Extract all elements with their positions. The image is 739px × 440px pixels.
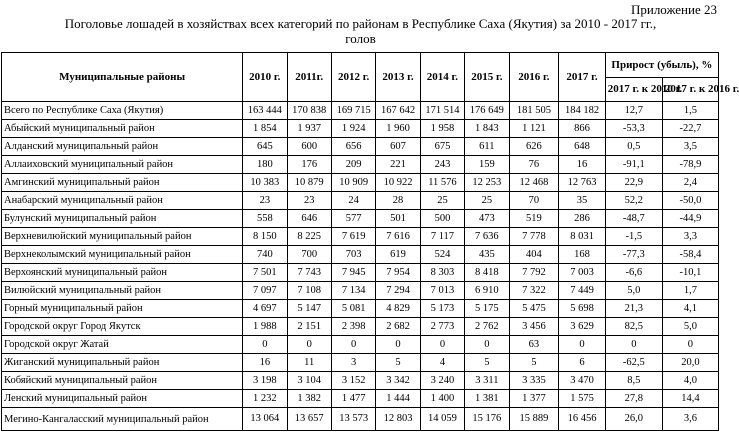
table-row [2, 138, 719, 156]
year-value-cell: 7 449 [559, 282, 606, 300]
year-value-cell: 675 [420, 138, 464, 156]
year-value-cell: 7 108 [287, 282, 331, 300]
region-name-cell: Городской округ Город Якутск [2, 318, 243, 336]
year-value-cell: 70 [509, 192, 559, 210]
year-value-cell: 25 [420, 192, 464, 210]
growth-value-cell: 27,8 [605, 390, 662, 408]
year-value-cell: 4 697 [243, 300, 287, 318]
column-header-growth-2010: 2017 г. к 2010 г. [605, 77, 662, 102]
growth-value-cell: 4,1 [662, 300, 718, 318]
growth-value-cell: -6,6 [605, 264, 662, 282]
table-row [2, 156, 719, 174]
year-value-cell: 1 575 [559, 390, 606, 408]
year-value-cell: 169 715 [331, 102, 375, 120]
year-value-cell: 4 [420, 354, 464, 372]
growth-value-cell: 3,6 [662, 408, 718, 431]
table-row [2, 336, 719, 354]
year-value-cell: 13 064 [243, 408, 287, 431]
region-name-cell: Жиганский муниципальный район [2, 354, 243, 372]
year-value-cell: 5 173 [420, 300, 464, 318]
year-value-cell: 5 475 [509, 300, 559, 318]
header-row [2, 53, 719, 78]
year-value-cell: 12 253 [465, 174, 509, 192]
year-value-cell: 24 [331, 192, 375, 210]
year-value-cell: 2 762 [465, 318, 509, 336]
year-value-cell: 12 763 [559, 174, 606, 192]
table-row [2, 300, 719, 318]
table-row [2, 282, 719, 300]
table-row [2, 408, 719, 431]
year-value-cell: 645 [243, 138, 287, 156]
year-value-cell: 13 657 [287, 408, 331, 431]
growth-value-cell: 0 [605, 336, 662, 354]
column-header-growth-2016: 2017 г. к 2016 г. [662, 77, 718, 102]
year-value-cell: 13 573 [331, 408, 375, 431]
year-value-cell: 1 382 [287, 390, 331, 408]
year-value-cell: 16 [559, 156, 606, 174]
year-value-cell: 0 [559, 336, 606, 354]
growth-value-cell: -1,5 [605, 228, 662, 246]
growth-value-cell: 21,3 [605, 300, 662, 318]
year-value-cell: 28 [376, 192, 420, 210]
year-value-cell: 8 031 [559, 228, 606, 246]
year-value-cell: 8 303 [420, 264, 464, 282]
year-value-cell: 0 [287, 336, 331, 354]
year-value-cell: 524 [420, 246, 464, 264]
year-value-cell: 626 [509, 138, 559, 156]
year-value-cell: 1 444 [376, 390, 420, 408]
region-name-cell: Верхоянский муниципальный район [2, 264, 243, 282]
region-name-cell: Вилюйский муниципальный район [2, 282, 243, 300]
region-name-cell: Амгинский муниципальный район [2, 174, 243, 192]
column-header-year: 2014 г. [420, 53, 464, 102]
year-value-cell: 3 335 [509, 372, 559, 390]
region-name-cell: Горный муниципальный район [2, 300, 243, 318]
year-value-cell: 4 829 [376, 300, 420, 318]
year-value-cell: 209 [331, 156, 375, 174]
table-row [2, 372, 719, 390]
year-value-cell: 2 398 [331, 318, 375, 336]
column-header-year: 2013 г. [376, 53, 420, 102]
year-value-cell: 1 960 [376, 120, 420, 138]
year-value-cell: 10 922 [376, 174, 420, 192]
table-row [2, 318, 719, 336]
year-value-cell: 3 198 [243, 372, 287, 390]
table-row [2, 174, 719, 192]
table-row [2, 120, 719, 138]
year-value-cell: 1 924 [331, 120, 375, 138]
year-value-cell: 1 477 [331, 390, 375, 408]
year-value-cell: 7 294 [376, 282, 420, 300]
column-header-year: 2017 г. [559, 53, 606, 102]
table-row [2, 228, 719, 246]
year-value-cell: 1 232 [243, 390, 287, 408]
year-value-cell: 7 792 [509, 264, 559, 282]
year-value-cell: 3 311 [465, 372, 509, 390]
growth-value-cell: -58,4 [662, 246, 718, 264]
year-value-cell: 6 [559, 354, 606, 372]
column-header-year: 2016 г. [509, 53, 559, 102]
year-value-cell: 7 013 [420, 282, 464, 300]
year-value-cell: 221 [376, 156, 420, 174]
year-value-cell: 558 [243, 210, 287, 228]
year-value-cell: 10 383 [243, 174, 287, 192]
year-value-cell: 171 514 [420, 102, 464, 120]
year-value-cell: 3 240 [420, 372, 464, 390]
year-value-cell: 519 [509, 210, 559, 228]
year-value-cell: 76 [509, 156, 559, 174]
growth-value-cell: -78,9 [662, 156, 718, 174]
year-value-cell: 7 117 [420, 228, 464, 246]
year-value-cell: 10 909 [331, 174, 375, 192]
year-value-cell: 3 342 [376, 372, 420, 390]
year-value-cell: 243 [420, 156, 464, 174]
region-name-cell: Анабарский муниципальный район [2, 192, 243, 210]
year-value-cell: 1 843 [465, 120, 509, 138]
table-row [2, 246, 719, 264]
year-value-cell: 3 152 [331, 372, 375, 390]
year-value-cell: 170 838 [287, 102, 331, 120]
year-value-cell: 7 743 [287, 264, 331, 282]
growth-value-cell: -53,3 [605, 120, 662, 138]
year-value-cell: 8 418 [465, 264, 509, 282]
year-value-cell: 181 505 [509, 102, 559, 120]
growth-value-cell: 0 [662, 336, 718, 354]
year-value-cell: 176 [287, 156, 331, 174]
year-value-cell: 0 [465, 336, 509, 354]
region-name-cell: Верхневилюйский муниципальный район [2, 228, 243, 246]
year-value-cell: 1 937 [287, 120, 331, 138]
year-value-cell: 607 [376, 138, 420, 156]
column-header-year: 2012 г. [331, 53, 375, 102]
growth-value-cell: 22,9 [605, 174, 662, 192]
year-value-cell: 163 444 [243, 102, 287, 120]
year-value-cell: 700 [287, 246, 331, 264]
year-value-cell: 404 [509, 246, 559, 264]
year-value-cell: 3 456 [509, 318, 559, 336]
year-value-cell: 5 147 [287, 300, 331, 318]
growth-value-cell: 5,0 [605, 282, 662, 300]
year-value-cell: 15 176 [465, 408, 509, 431]
year-value-cell: 3 629 [559, 318, 606, 336]
year-value-cell: 35 [559, 192, 606, 210]
column-header-growth: Прирост (убыль), % [605, 53, 718, 78]
year-value-cell: 16 [243, 354, 287, 372]
growth-value-cell: -44,9 [662, 210, 718, 228]
growth-value-cell: 82,5 [605, 318, 662, 336]
table-row [2, 390, 719, 408]
growth-value-cell: 4,0 [662, 372, 718, 390]
year-value-cell: 176 649 [465, 102, 509, 120]
year-value-cell: 2 682 [376, 318, 420, 336]
year-value-cell: 646 [287, 210, 331, 228]
year-value-cell: 619 [376, 246, 420, 264]
year-value-cell: 184 182 [559, 102, 606, 120]
growth-value-cell: 3,5 [662, 138, 718, 156]
column-header-region: Муниципальные районы [2, 53, 243, 102]
growth-value-cell: 0,5 [605, 138, 662, 156]
region-name-cell: Кобяйский муниципальный район [2, 372, 243, 390]
growth-value-cell: -50,0 [662, 192, 718, 210]
growth-value-cell: 1,7 [662, 282, 718, 300]
growth-value-cell: -91,1 [605, 156, 662, 174]
growth-value-cell: -62,5 [605, 354, 662, 372]
year-value-cell: 159 [465, 156, 509, 174]
year-value-cell: 5 698 [559, 300, 606, 318]
column-header-year: 2011г. [287, 53, 331, 102]
table-row [2, 192, 719, 210]
table-row [2, 102, 719, 120]
year-value-cell: 7 134 [331, 282, 375, 300]
year-value-cell: 8 150 [243, 228, 287, 246]
growth-value-cell: -22,7 [662, 120, 718, 138]
year-value-cell: 23 [287, 192, 331, 210]
year-value-cell: 16 456 [559, 408, 606, 431]
year-value-cell: 11 576 [420, 174, 464, 192]
table-title [0, 16, 721, 46]
year-value-cell: 12 803 [376, 408, 420, 431]
year-value-cell: 5 081 [331, 300, 375, 318]
year-value-cell: 473 [465, 210, 509, 228]
year-value-cell: 500 [420, 210, 464, 228]
year-value-cell: 11 [287, 354, 331, 372]
year-value-cell: 0 [243, 336, 287, 354]
appendix-label: Приложение 23 [630, 2, 717, 17]
year-value-cell: 435 [465, 246, 509, 264]
year-value-cell: 866 [559, 120, 606, 138]
year-value-cell: 1 400 [420, 390, 464, 408]
year-value-cell: 14 059 [420, 408, 464, 431]
year-value-cell: 1 854 [243, 120, 287, 138]
year-value-cell: 7 636 [465, 228, 509, 246]
year-value-cell: 501 [376, 210, 420, 228]
year-value-cell: 0 [376, 336, 420, 354]
column-header-year: 2010 г. [243, 53, 287, 102]
growth-value-cell: 3,3 [662, 228, 718, 246]
region-name-cell: Булунский муниципальный район [2, 210, 243, 228]
year-value-cell: 1 381 [465, 390, 509, 408]
year-value-cell: 15 889 [509, 408, 559, 431]
year-value-cell: 23 [243, 192, 287, 210]
year-value-cell: 63 [509, 336, 559, 354]
year-value-cell: 703 [331, 246, 375, 264]
growth-value-cell: -48,7 [605, 210, 662, 228]
column-header-year: 2015 г. [465, 53, 509, 102]
year-value-cell: 3 470 [559, 372, 606, 390]
title-line-1: Поголовье лошадей в хозяйствах всех категорий по районам в Республике Саха (Якутия) за 2010 - 2017 гг., [64, 16, 657, 31]
region-name-cell: Всего по Республике Саха (Якутия) [2, 102, 243, 120]
region-name-cell: Алданский муниципальный район [2, 138, 243, 156]
table-row [2, 210, 719, 228]
region-name-cell: Ленский муниципальный район [2, 390, 243, 408]
year-value-cell: 1 121 [509, 120, 559, 138]
horse-population-table [1, 52, 739, 431]
year-value-cell: 2 151 [287, 318, 331, 336]
year-value-cell: 167 642 [376, 102, 420, 120]
year-value-cell: 2 773 [420, 318, 464, 336]
year-value-cell: 600 [287, 138, 331, 156]
growth-value-cell: 52,2 [605, 192, 662, 210]
growth-value-cell: -77,3 [605, 246, 662, 264]
year-value-cell: 611 [465, 138, 509, 156]
year-value-cell: 25 [465, 192, 509, 210]
growth-value-cell: 20,0 [662, 354, 718, 372]
growth-value-cell: 12,7 [605, 102, 662, 120]
year-value-cell: 7 778 [509, 228, 559, 246]
year-value-cell: 286 [559, 210, 606, 228]
year-value-cell: 12 468 [509, 174, 559, 192]
region-name-cell: Верхнеколымский муниципальный район [2, 246, 243, 264]
year-value-cell: 577 [331, 210, 375, 228]
title-line-2: голов [345, 31, 376, 46]
year-value-cell: 7 501 [243, 264, 287, 282]
year-value-cell: 7 003 [559, 264, 606, 282]
growth-value-cell: 8,5 [605, 372, 662, 390]
year-value-cell: 7 619 [331, 228, 375, 246]
year-value-cell: 1 958 [420, 120, 464, 138]
year-value-cell: 0 [420, 336, 464, 354]
table-body [2, 102, 719, 431]
year-value-cell: 5 [376, 354, 420, 372]
year-value-cell: 1 988 [243, 318, 287, 336]
growth-value-cell: 14,4 [662, 390, 718, 408]
year-value-cell: 5 175 [465, 300, 509, 318]
year-value-cell: 180 [243, 156, 287, 174]
year-value-cell: 10 879 [287, 174, 331, 192]
year-value-cell: 7 954 [376, 264, 420, 282]
region-name-cell: Абыйский муниципальный район [2, 120, 243, 138]
growth-value-cell: 2,4 [662, 174, 718, 192]
table-row [2, 264, 719, 282]
year-value-cell: 7 097 [243, 282, 287, 300]
table-row [2, 354, 719, 372]
year-value-cell: 1 377 [509, 390, 559, 408]
year-value-cell: 0 [331, 336, 375, 354]
year-value-cell: 3 [331, 354, 375, 372]
year-value-cell: 3 104 [287, 372, 331, 390]
region-name-cell: Мегино-Кангаласский муниципальный район [2, 408, 243, 431]
year-value-cell: 7 616 [376, 228, 420, 246]
year-value-cell: 6 910 [465, 282, 509, 300]
year-value-cell: 7 945 [331, 264, 375, 282]
year-value-cell: 648 [559, 138, 606, 156]
region-name-cell: Аллаиховский муниципальный район [2, 156, 243, 174]
year-value-cell: 740 [243, 246, 287, 264]
year-value-cell: 5 [509, 354, 559, 372]
growth-value-cell: 5,0 [662, 318, 718, 336]
growth-value-cell: 26,0 [605, 408, 662, 431]
year-value-cell: 168 [559, 246, 606, 264]
year-value-cell: 8 225 [287, 228, 331, 246]
year-value-cell: 5 [465, 354, 509, 372]
year-value-cell: 7 322 [509, 282, 559, 300]
year-value-cell: 656 [331, 138, 375, 156]
region-name-cell: Городской округ Жатай [2, 336, 243, 354]
growth-value-cell: 1,5 [662, 102, 718, 120]
growth-value-cell: -10,1 [662, 264, 718, 282]
